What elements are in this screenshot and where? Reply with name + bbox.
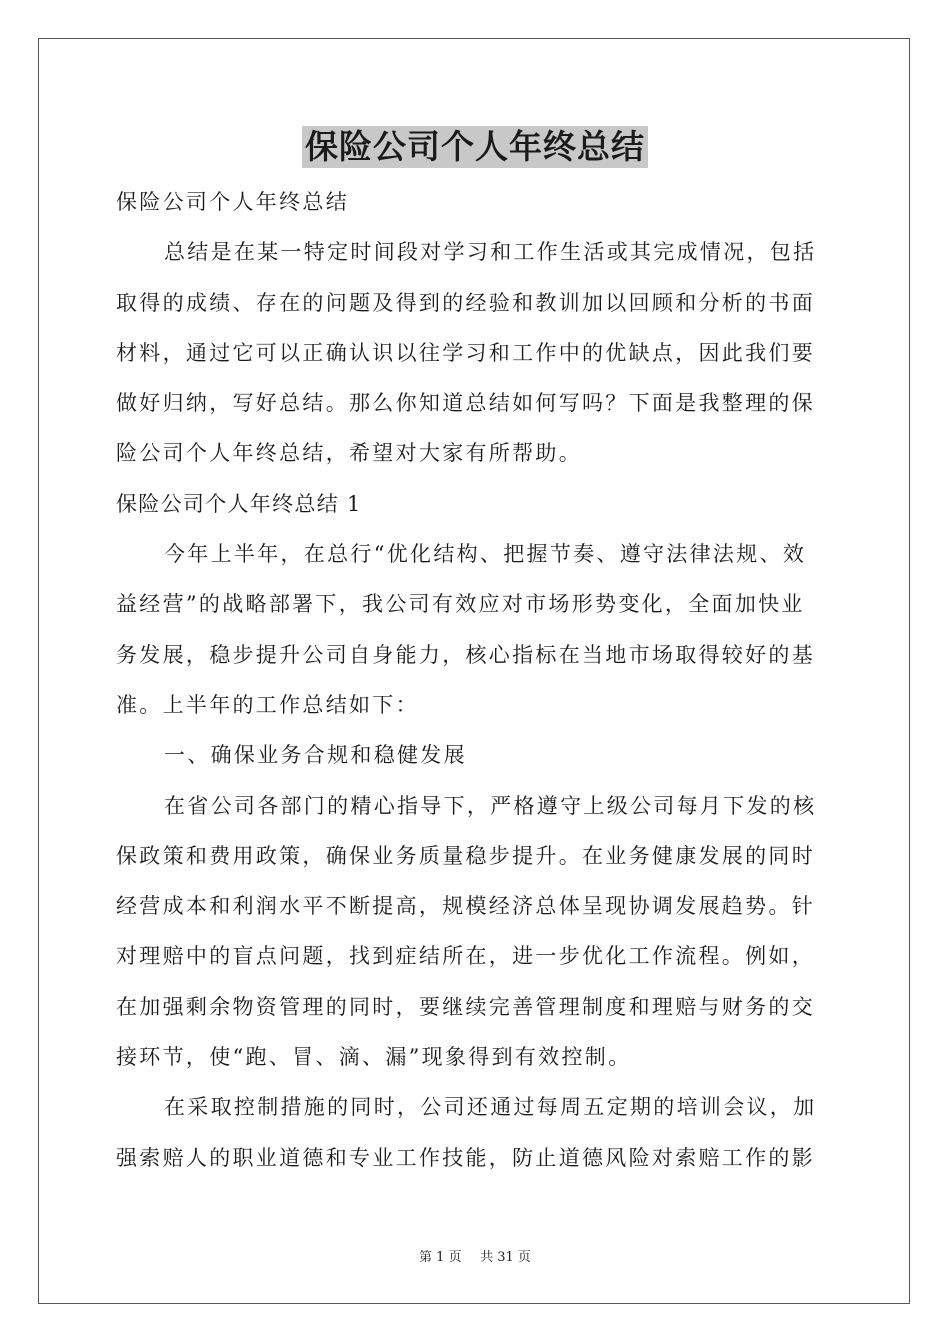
text-line: 接环节，使“跑、冒、滴、漏”现象得到有效控制。	[116, 1045, 632, 1070]
text-line: 今年上半年，在总行“优化结构、把握节奏、遵守法律法规、效	[164, 542, 807, 567]
page-number: 第 1 页	[419, 1250, 462, 1265]
text-line: 保险公司个人年终总结	[116, 190, 349, 214]
text-line: 在采取控制措施的同时，公司还通过每周五定期的培训会议，加	[164, 1095, 817, 1120]
text-line: 做好归纳，写好总结。那么你知道总结如何写吗？下面是我整理的保	[116, 391, 815, 416]
subsection-heading: 一、确保业务合规和稳健发展	[164, 743, 467, 768]
text-line: 险公司个人年终总结，希望对大家有所帮助。	[116, 441, 582, 466]
title-container	[0, 126, 950, 168]
text-line: 材料，通过它可以正确认识以往学习和工作中的优缺点，因此我们要	[116, 340, 815, 365]
text-line: 益经营”的战略部署下，我公司有效应对市场形势变化，全面加快业	[116, 592, 805, 617]
document-body	[116, 177, 836, 1183]
text-line: 在省公司各部门的精心指导下，严格遵守上级公司每月下发的核	[164, 793, 817, 818]
page-total: 共 31 页	[480, 1250, 531, 1265]
text-line: 对理赔中的盲点问题，找到症结所在，进一步优化工作流程。例如，	[116, 944, 815, 969]
document-title: 保险公司个人年终总结	[302, 126, 648, 168]
text-line: 在加强剩余物资管理的同时，要继续完善管理制度和理赔与财务的交	[116, 994, 815, 1019]
text-line: 经营成本和利润水平不断提高，规模经济总体呈现协调发展趋势。针	[116, 894, 815, 919]
text-line: 强索赔人的职业道德和专业工作技能，防止道德风险对索赔工作的影	[116, 1145, 815, 1170]
text-line: 总结是在某一特定时间段对学习和工作生活或其完成情况，包括	[164, 240, 817, 265]
text-line: 取得的成绩、存在的问题及得到的经验和教训加以回顾和分析的书面	[116, 290, 815, 315]
text-line: 保政策和费用政策，确保业务质量稳步提升。在业务健康发展的同时	[116, 843, 815, 868]
section-heading: 保险公司个人年终总结 1	[116, 491, 362, 516]
text-line: 准。上半年的工作总结如下：	[116, 692, 419, 717]
page-footer	[0, 1246, 950, 1265]
text-line: 务发展，稳步提升公司自身能力，核心指标在当地市场取得较好的基	[116, 642, 815, 667]
